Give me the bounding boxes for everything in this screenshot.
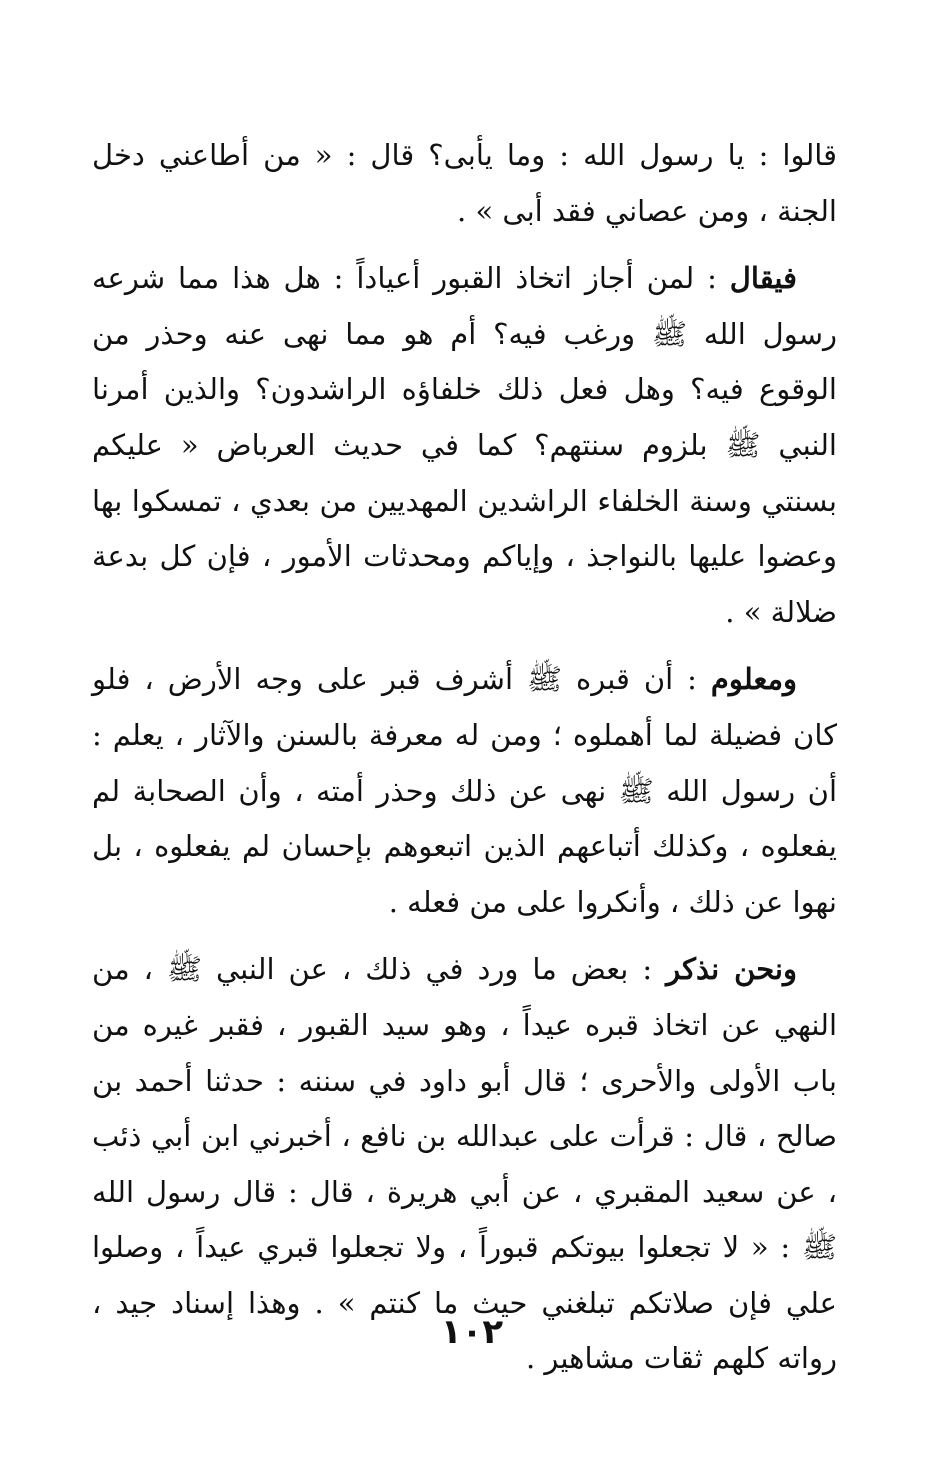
paragraph-3-lead: ومعلوم [710, 662, 797, 697]
paragraph-1 [92, 128, 837, 239]
page-number: ١٠٢ [440, 1312, 504, 1352]
paragraph-3-text: : أن قبره ﷺ أشرف قبر على وجه الأرض ، فلو كان فضيلة لما أهملوه ؛ ومن له معرفة بالسنن والآثار ، يعلم : أن رسول الله ﷺ نهى عن ذلك وحذر أمته ، وأن الصحابة لم يفعلوه ، وكذلك أتباعهم الذين اتبعوهم بإحسان لم يفعلوه ، بل نهوا عن ذلك ، وأنكروا على من فعله . [92, 662, 837, 919]
paragraph-4-text: : بعض ما ورد في ذلك ، عن النبي ﷺ ، من النهي عن اتخاذ قبره عيداً ، وهو سيد القبور ، فقبر غيره من باب الأولى والأحرى ؛ قال أبو داود في سننه : حدثنا أحمد بن صالح ، قال : قرأت على عبدالله بن نافع ، أخبرني ابن أبي ذئب ، عن سعيد المقبري ، عن أبي هريرة ، قال : قال رسول الله ﷺ : « لا تجعلوا بيوتكم قبوراً ، ولا تجعلوا قبري عيداً ، وصلوا علي فإن صلاتكم تبلغني حيث ما كنتم » . وهذا إسناد جيد ، رواته كلهم ثقات مشاهير . [92, 952, 837, 1376]
paragraph-2 [92, 251, 837, 640]
paragraph-2-lead: فيقال [729, 261, 797, 296]
paragraph-1-text: قالوا : يا رسول الله : وما يأبى؟ قال : « من أطاعني دخل الجنة ، ومن عصاني فقد أبى » . [92, 138, 837, 228]
paragraph-4-lead: ونحن نذكر [666, 952, 797, 987]
paragraph-3 [92, 652, 837, 930]
paragraph-2-text: : لمن أجاز اتخاذ القبور أعياداً : هل هذا مما شرعه رسول الله ﷺ ورغب فيه؟ أم هو مما نهى عنه وحذر من الوقوع فيه؟ وهل فعل ذلك خلفاؤه الراشدون؟ والذين أمرنا النبي ﷺ بلزوم سنتهم؟ كما في حديث العرباض « عليكم بسنتي وسنة الخلفاء الراشدين المهديين من بعدي ، تمسكوا بها وعضوا عليها بالنواجذ ، وإياكم ومحدثات الأمور ، فإن كل بدعة ضلالة » . [92, 261, 837, 629]
page-body [92, 128, 837, 1387]
